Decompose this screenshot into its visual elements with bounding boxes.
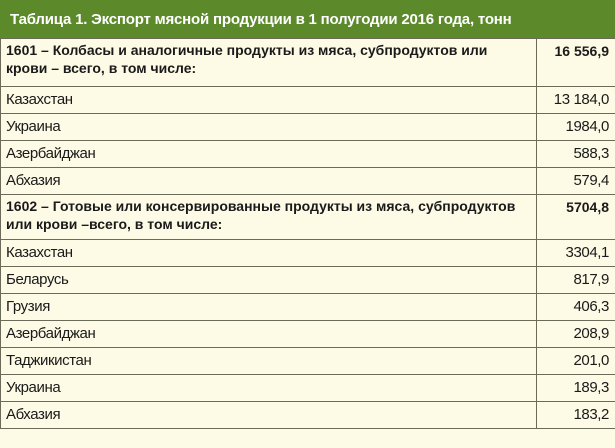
country-cell: Абхазия [1, 168, 537, 195]
export-table [0, 38, 615, 429]
table-row [1, 402, 615, 429]
group-label: 1602 – Готовые или консервированные продукты из мяса, субпродуктов или крови –всего, в том числе: [1, 195, 537, 240]
value-cell: 1984,0 [537, 114, 615, 141]
country-cell: Таджикистан [1, 348, 537, 375]
value-cell: 201,0 [537, 348, 615, 375]
group-total: 5704,8 [537, 195, 615, 240]
country-cell: Грузия [1, 294, 537, 321]
country-cell: Азербайджан [1, 141, 537, 168]
country-cell: Азербайджан [1, 321, 537, 348]
country-cell: Украина [1, 114, 537, 141]
table-title: Таблица 1. Экспорт мясной продукции в 1 полугодии 2016 года, тонн [0, 0, 615, 38]
value-cell: 183,2 [537, 402, 615, 429]
group-header-1601 [1, 39, 615, 87]
group-total: 16 556,9 [537, 39, 615, 87]
value-cell: 208,9 [537, 321, 615, 348]
group-label: 1601 – Колбасы и аналогичные продукты из мяса, субпродуктов или крови – всего, в том числе: [1, 39, 537, 87]
value-cell: 189,3 [537, 375, 615, 402]
table-row [1, 267, 615, 294]
value-cell: 579,4 [537, 168, 615, 195]
country-cell: Беларусь [1, 267, 537, 294]
country-cell: Абхазия [1, 402, 537, 429]
value-cell: 817,9 [537, 267, 615, 294]
table-row [1, 348, 615, 375]
value-cell: 406,3 [537, 294, 615, 321]
table-row [1, 114, 615, 141]
value-cell: 588,3 [537, 141, 615, 168]
country-cell: Украина [1, 375, 537, 402]
group-header-1602 [1, 195, 615, 240]
value-cell: 3304,1 [537, 240, 615, 267]
country-cell: Казахстан [1, 87, 537, 114]
table-row [1, 141, 615, 168]
table-row [1, 375, 615, 402]
table-row [1, 87, 615, 114]
country-cell: Казахстан [1, 240, 537, 267]
value-cell: 13 184,0 [537, 87, 615, 114]
table-row [1, 321, 615, 348]
table-row [1, 240, 615, 267]
table-row [1, 294, 615, 321]
table-row [1, 168, 615, 195]
